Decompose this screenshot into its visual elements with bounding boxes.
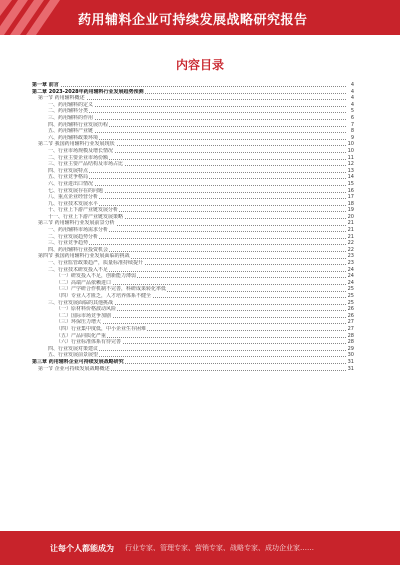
- toc-entry-page: 7: [350, 121, 354, 128]
- toc-entry-page: 15: [347, 180, 354, 187]
- toc-entry-page: 26: [347, 312, 354, 319]
- toc-entry-page: 6: [350, 114, 354, 121]
- footer-expert-list: 行业专家、管理专家、营销专家、战略专家、成功企业家……: [125, 544, 314, 552]
- toc-entry[interactable]: [48, 201, 354, 208]
- toc-entry-title: 五、药用辅料产业链: [48, 128, 94, 135]
- toc-entry-title: 四、药用辅料行业投资机会: [48, 246, 109, 253]
- toc-entry[interactable]: [48, 128, 354, 135]
- toc-entry-page: 19: [347, 207, 354, 214]
- toc-entry[interactable]: [56, 313, 354, 320]
- toc-entry-page: 10: [347, 141, 354, 148]
- toc-entry-title: （三）产学研合作机制不完善，科研成果转化率低: [56, 286, 167, 293]
- toc-entry-page: 10: [347, 147, 354, 154]
- toc-entry[interactable]: [48, 174, 354, 181]
- toc-entry[interactable]: [48, 168, 354, 175]
- report-title: 药用辅料企业可持续发展战略研究报告: [78, 13, 308, 28]
- toc-entry-title: 一、药用辅料市场需求分析: [48, 227, 109, 234]
- toc-entry[interactable]: [48, 161, 354, 168]
- toc-entry-title: 第二节 我国药用辅料行业发展现状: [38, 141, 115, 148]
- toc-entry[interactable]: [56, 293, 354, 300]
- toc-entry[interactable]: [38, 141, 354, 148]
- toc-entry-page: 25: [347, 286, 354, 293]
- dot-leader: [48, 172, 346, 173]
- toc-entry[interactable]: [48, 234, 354, 241]
- toc-entry-page: 5: [350, 108, 354, 115]
- toc-entry-page: 29: [347, 345, 354, 352]
- toc-entry-title: 第三节 药用辅料行业发展前景分析: [38, 220, 115, 227]
- dot-leader: [48, 112, 346, 113]
- toc-entry[interactable]: [48, 115, 354, 122]
- toc-entry[interactable]: [56, 306, 354, 313]
- toc-entry-title: 七、行业发展存在的问题: [48, 187, 104, 194]
- toc-entry[interactable]: [48, 135, 354, 142]
- diagonal-stripes-decoration: [0, 0, 70, 35]
- toc-entry-page: 13: [347, 167, 354, 174]
- toc-entry-title: 八、重点企业经营分析: [48, 194, 99, 201]
- footer-banner: [0, 531, 400, 565]
- toc-entry-page: 25: [347, 299, 354, 306]
- toc-entry-page: 4: [350, 101, 354, 108]
- toc-entry-page: 22: [347, 246, 354, 253]
- toc-entry-page: 4: [350, 88, 354, 95]
- dot-leader: [32, 86, 346, 87]
- toc-entry[interactable]: [56, 280, 354, 287]
- toc-entry-page: 14: [347, 174, 354, 181]
- toc-entry[interactable]: [48, 227, 354, 234]
- toc-entry-title: 五、行业竞争格局: [48, 174, 89, 181]
- toc-entry-title: 第一章 前言: [32, 82, 59, 88]
- toc-entry[interactable]: [48, 181, 354, 188]
- toc-entry-page: 17: [347, 194, 354, 201]
- toc-entry-title: 第一节 企业可持续发展战略概述: [38, 365, 110, 372]
- toc-entry-title: 二、行业主要企业市场份额: [48, 154, 109, 161]
- toc-entry[interactable]: [32, 82, 354, 89]
- toc-entry[interactable]: [48, 247, 354, 254]
- toc-entry-title: （四）行业集中度低，中小企业生存困难: [56, 325, 147, 332]
- toc-entry[interactable]: [32, 359, 354, 366]
- toc-entry-title: 一、药用辅料的定义: [48, 101, 94, 108]
- toc-entry-page: 21: [347, 227, 354, 234]
- toc-entry[interactable]: [38, 253, 354, 260]
- toc-entry-title: 二、行业技术研发投入不足: [48, 266, 109, 273]
- toc-entry-page: 28: [347, 332, 354, 339]
- header-banner: [0, 0, 400, 35]
- toc-entry-title: 四、药用辅料行业发展历程: [48, 121, 109, 128]
- toc-entry-page: 24: [347, 266, 354, 273]
- toc-entry-title: 第二章 2023-2028年药用辅料行业发展趋势预测: [32, 88, 144, 95]
- toc-entry-page: 11: [347, 154, 354, 161]
- toc-entry[interactable]: [48, 214, 354, 221]
- toc-entry[interactable]: [56, 339, 354, 346]
- toc-entry-title: 第四节 我国药用辅料行业发展面临的挑战: [38, 253, 130, 260]
- toc-entry[interactable]: [48, 148, 354, 155]
- toc-entry-page: 4: [350, 82, 354, 88]
- toc-entry-page: 22: [347, 240, 354, 247]
- toc-entry-title: 六、药用辅料政策环境: [48, 134, 99, 141]
- toc-entry-title: 二、药用辅料分类: [48, 108, 89, 115]
- toc-entry-page: 21: [347, 233, 354, 240]
- toc-entry-title: 九、行业技术发展水平: [48, 200, 99, 207]
- toc-entry[interactable]: [48, 352, 354, 359]
- toc-entry-title: 三、行业发展面临的其他挑战: [48, 299, 114, 306]
- toc-entry[interactable]: [48, 300, 354, 307]
- toc-entry[interactable]: [48, 207, 354, 214]
- toc-entry[interactable]: [48, 260, 354, 267]
- toc-entry-title: 六、行业进出口情况: [48, 180, 94, 187]
- toc-entry-title: 十、行业上下游产业链发展分析: [48, 207, 119, 214]
- toc-entry[interactable]: [38, 366, 354, 373]
- toc-entry-title: 一、行业市场规模及增长情况: [48, 147, 114, 154]
- toc-entry-title: 二、行业发展趋势分析: [48, 233, 99, 240]
- toc-entry[interactable]: [48, 155, 354, 162]
- toc-entry[interactable]: [48, 240, 354, 247]
- toc-entry-page: 21: [347, 220, 354, 227]
- toc-entry-page: 9: [350, 134, 354, 141]
- toc-entry[interactable]: [48, 346, 354, 353]
- toc-entry-title: 四、行业发展特点: [48, 167, 89, 174]
- toc-entry-title: 十一、行业上下游产业链发展策略: [48, 213, 124, 220]
- toc-entry-title: （四）专业人才匮乏，人才培养体系不健全: [56, 293, 152, 299]
- toc-entry-page: 20: [347, 213, 354, 220]
- toc-entry[interactable]: [48, 122, 354, 129]
- toc-entry-title: （二）高端产品依赖进口: [56, 279, 112, 286]
- toc-entry-title: 四、行业发展对策建议: [48, 345, 99, 352]
- toc-entry-title: 第三章 药用辅料企业可持续发展战略研究: [32, 358, 124, 365]
- toc-entry[interactable]: [38, 95, 354, 102]
- toc-entry-page: 25: [347, 293, 354, 299]
- dot-leader: [48, 244, 346, 245]
- toc-entry-title: 一、行业监管政策趋严，质量标准持续提升: [48, 260, 144, 267]
- toc-entry-title: （六）行业标准体系有待完善: [56, 339, 122, 346]
- toc-entry-title: （一）原材料价格波动风险: [56, 306, 117, 313]
- toc-entry-page: 16: [347, 187, 354, 194]
- toc-entry-title: 三、药用辅料的作用: [48, 114, 94, 121]
- toc-heading: 内容目录: [175, 58, 224, 72]
- toc-entry-page: 24: [347, 279, 354, 286]
- toc-entry[interactable]: [48, 267, 354, 274]
- toc-entry-page: 18: [347, 200, 354, 207]
- toc-entry-title: 五、行业发展前景展望: [48, 352, 99, 359]
- toc-entry-page: 30: [347, 352, 354, 359]
- toc-entry-title: 三、行业主要产品结构及市场占比: [48, 161, 124, 168]
- toc-entry[interactable]: [56, 333, 354, 340]
- toc-entry-page: 23: [347, 260, 354, 267]
- table-of-contents: [32, 82, 354, 372]
- toc-entry[interactable]: [48, 108, 354, 115]
- toc-entry-page: 27: [347, 319, 354, 326]
- footer-slogan: 让每个人都能成为: [50, 544, 114, 553]
- toc-entry-page: 26: [347, 306, 354, 313]
- toc-entry[interactable]: [48, 188, 354, 195]
- toc-entry-title: 第一节 药用辅料概述: [38, 95, 85, 102]
- toc-entry[interactable]: [38, 220, 354, 227]
- toc-entry-page: 24: [347, 273, 354, 280]
- toc-entry-title: （一）研发投入不足，创新能力薄弱: [56, 273, 137, 280]
- toc-entry-page: 31: [347, 358, 354, 365]
- toc-entry-page: 23: [347, 253, 354, 260]
- toc-entry[interactable]: [32, 89, 354, 96]
- toc-entry-page: 31: [347, 365, 354, 372]
- toc-entry-title: 三、行业竞争趋势: [48, 240, 89, 247]
- toc-entry-title: （二）国际市场竞争加剧: [56, 312, 112, 319]
- toc-entry[interactable]: [48, 194, 354, 201]
- toc-entry[interactable]: [48, 102, 354, 109]
- toc-entry-title: （三）环保压力增大: [56, 319, 102, 326]
- toc-entry[interactable]: [56, 326, 354, 333]
- toc-entry-title: （五）产品同质化严重: [56, 332, 107, 339]
- toc-entry[interactable]: [56, 273, 354, 280]
- toc-entry[interactable]: [56, 319, 354, 326]
- toc-entry-page: 4: [350, 95, 354, 102]
- toc-entry-page: 8: [350, 128, 354, 135]
- toc-entry-page: 27: [347, 325, 354, 332]
- dot-leader: [48, 178, 346, 179]
- toc-entry[interactable]: [56, 286, 354, 293]
- toc-entry-page: 28: [347, 339, 354, 346]
- toc-entry-page: 12: [347, 161, 354, 168]
